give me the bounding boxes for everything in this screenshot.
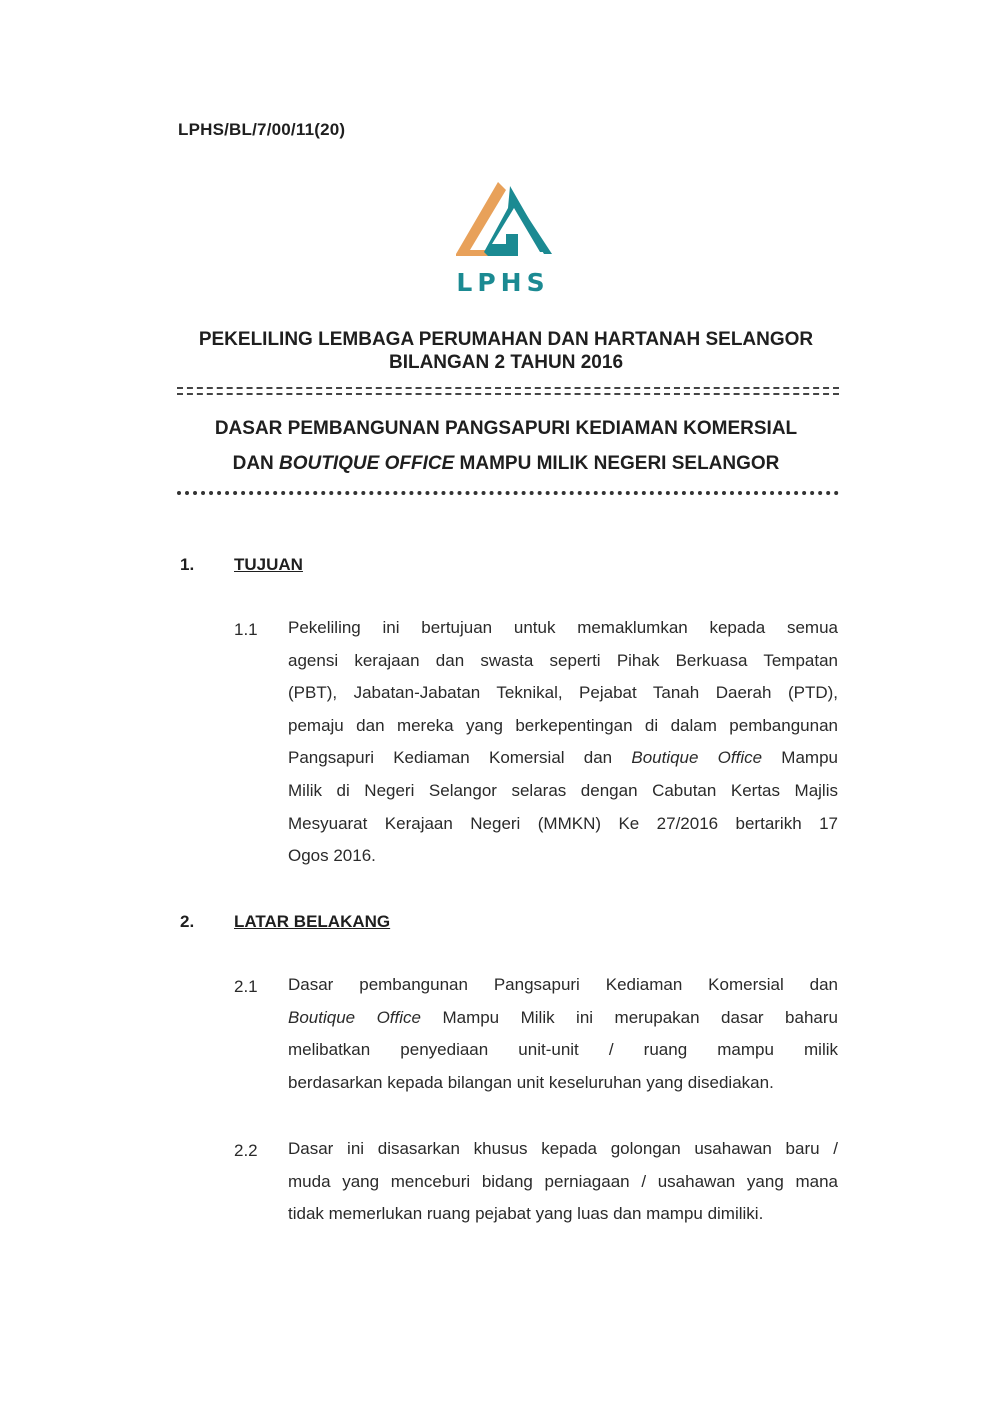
paragraph-1-1-number: 1.1 — [234, 620, 258, 639]
section-1-number: 1. — [180, 555, 195, 574]
paragraph-2-1-number: 2.1 — [234, 977, 258, 996]
lphs-house-triangle-icon — [448, 176, 558, 268]
dotted-rule — [177, 491, 839, 495]
paragraph-2-2-number: 2.2 — [234, 1141, 258, 1160]
section-2-number: 2. — [180, 912, 195, 931]
paragraph-2-2: Dasar ini disasarkan khusus kepada golongan usahawan baru / muda yang menceburi bidang perniagaan / usahawan yang mana tidak memerlukan ruang pejabat yang luas dan mampu dimiliki. — [288, 1139, 838, 1224]
section-2-heading: LATAR BELAKANG — [234, 912, 391, 931]
title-line-2: BILANGAN 2 TAHUN 2016 — [388, 352, 624, 373]
double-rule-bottom — [177, 393, 839, 395]
logo-text: LPHS — [456, 268, 550, 297]
double-rule-top — [177, 387, 839, 389]
reference-number: LPHS/BL/7/00/11(20) — [178, 120, 346, 139]
paragraph-1-1: Pekeliling ini bertujuan untuk memaklumkan kepada semua agensi kerajaan dan swasta seperti Pihak Berkuasa Tempatan (PBT), Jabatan-Jabatan Teknikal, Pejabat Tanah Daerah (PTD), pemaju dan mereka yang berkepentingan di dalam pembangunan Pangsapuri Kediaman Komersial dan Boutique Office Mampu Milik di Negeri Selangor selaras dengan Cabutan Kertas Majlis Mesyuarat Kerajaan Negeri (MMKN) Ke 27/2016 bertarikh 17 Ogos 2016. — [288, 618, 838, 866]
lphs-logo — [448, 176, 558, 296]
section-1-heading: TUJUAN — [234, 555, 303, 574]
title-line-1: PEKELILING LEMBAGA PERUMAHAN DAN HARTANAH SELANGOR — [198, 329, 814, 350]
subtitle-line-2: DAN BOUTIQUE OFFICE MAMPU MILIK NEGERI SELANGOR — [232, 453, 780, 474]
paragraph-2-1: Dasar pembangunan Pangsapuri Kediaman Komersial dan Boutique Office Mampu Milik ini merupakan dasar baharu melibatkan penyediaan unit-unit / ruang mampu milik berdasarkan kepada bilangan unit keseluruhan yang disediakan. — [288, 975, 838, 1092]
subtitle-line-1: DASAR PEMBANGUNAN PANGSAPURI KEDIAMAN KOMERSIAL — [214, 418, 798, 439]
